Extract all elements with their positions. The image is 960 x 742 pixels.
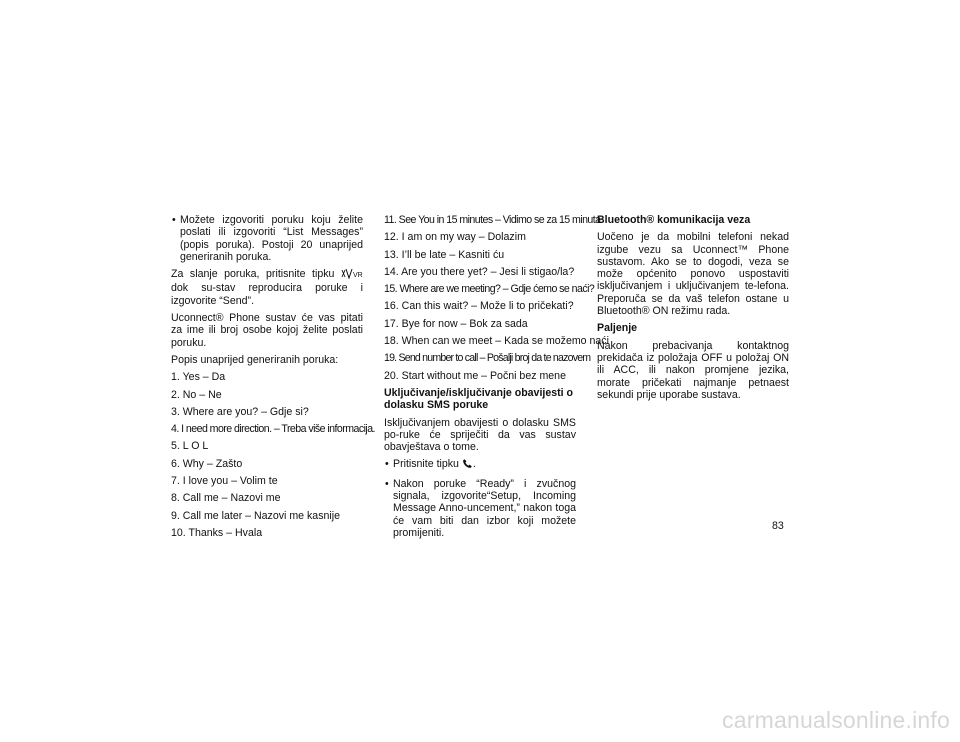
send-instruction (171, 268, 363, 307)
bullet-ready-setup (384, 478, 576, 539)
message-item: 4. I need more direction. – Treba više informacija. (171, 423, 375, 436)
message-item: 15. Where are we meeting? – Gdje ćemo se naći? (384, 283, 595, 296)
svg-text:VR: VR (353, 272, 363, 280)
sms-notification-text: Isključivanjem obavijesti o dolasku SMS po-ruke će spriječiti da vas sustav obavještava o tome. (384, 416, 576, 454)
ignition-heading: Paljenje (597, 322, 638, 335)
ignition-text: Nakon prebacivanja kontaktnog prekidača iz položaja OFF u položaj ON ili ACC, ili nakon promjene jezika, morate pričekati najmanje petnaest sekundi prije uporabe sustava. (597, 339, 789, 401)
bullet-press-phone (384, 458, 576, 472)
recipient-prompt: Uconnect® Phone sustav će vas pitati za ime ili broj osobe kojoj želite poslati poruku. (171, 312, 363, 349)
message-item: 14. Are you there yet? – Jesi li stigao/la? (384, 265, 575, 278)
sms-notification-heading: Uključivanje/isključivanje obavijesti o dolasku SMS poruke (384, 386, 574, 412)
message-item: 18. When can we meet – Kada se možemo naći (384, 335, 609, 348)
voice-recognition-icon (341, 268, 363, 282)
bluetooth-text: Uočeno je da mobilni telefoni nekad izgube vezu sa Uconnect™ Phone sustavom. Ako se to dogodi, veza se može općenito ponovo uspostaviti isključivanjem i uključivanjem te-lefona. Preporuča se da vaš telefon ostane u Bluetooth® ON režimu rada. (597, 231, 789, 318)
bullet-text: Nakon poruke “Ready” i zvučnog signala, izgovorite“Setup, Incoming Message Anno-uncement,” nakon toga će vam biti dan izbor koji možete promijeniti. (393, 477, 576, 539)
message-item: 20. Start without me – Počni bez mene (384, 369, 566, 382)
message-item: 19. Send number to call – Pošalji broj da te nazovem (384, 352, 591, 365)
column-left (171, 214, 375, 544)
watermark: carmanualsonline.info (722, 707, 950, 733)
bullet-list-messages (171, 214, 363, 263)
bullet-marker: • (385, 477, 389, 490)
column-middle (384, 214, 609, 544)
message-item: 13. I’ll be late – Kasniti ću (384, 248, 505, 261)
send-instruction-start: Za slanje poruka, pritisnite tipku (171, 268, 335, 281)
bullet-text-end: . (472, 458, 476, 471)
send-instruction-end: dok su-stav reproducira poruke i izgovorite “Send”. (171, 282, 363, 307)
message-item: 8. Call me – Nazovi me (171, 492, 281, 505)
bluetooth-heading: Bluetooth® komunikacija veza (597, 214, 751, 226)
message-list-intro: Popis unaprijed generiranih poruka: (171, 353, 339, 366)
bullet-marker: • (385, 458, 389, 471)
column-right (597, 214, 789, 406)
message-item: 7. I love you – Volim te (171, 475, 278, 488)
message-item: 5. L O L (171, 440, 209, 453)
message-item: 16. Can this wait? – Može li to pričekati? (384, 300, 574, 313)
message-item: 10. Thanks – Hvala (171, 526, 263, 539)
message-item: 12. I am on my way – Dolazim (384, 231, 526, 244)
bullet-marker: • (172, 214, 176, 226)
message-item: 2. No – Ne (171, 388, 222, 401)
phone-handset-icon (462, 459, 473, 472)
bullet-text: Možete izgovoriti poruku koju želite poslati ili izgovoriti “List Messages” (popis poruka). Postoji 20 unaprijed generiranih poruka. (180, 214, 363, 263)
message-item: 11. See You in 15 minutes – Vidimo se za 15 minuta (384, 214, 601, 226)
page-number: 83 (772, 520, 784, 532)
bullet-text: Pritisnite tipku (393, 458, 459, 471)
message-item: 1. Yes – Da (171, 371, 226, 384)
message-item: 6. Why – Zašto (171, 457, 243, 470)
message-item: 9. Call me later – Nazovi me kasnije (171, 509, 340, 522)
message-item: 3. Where are you? – Gdje si? (171, 405, 309, 418)
message-item: 17. Bye for now – Bok za sada (384, 317, 528, 330)
